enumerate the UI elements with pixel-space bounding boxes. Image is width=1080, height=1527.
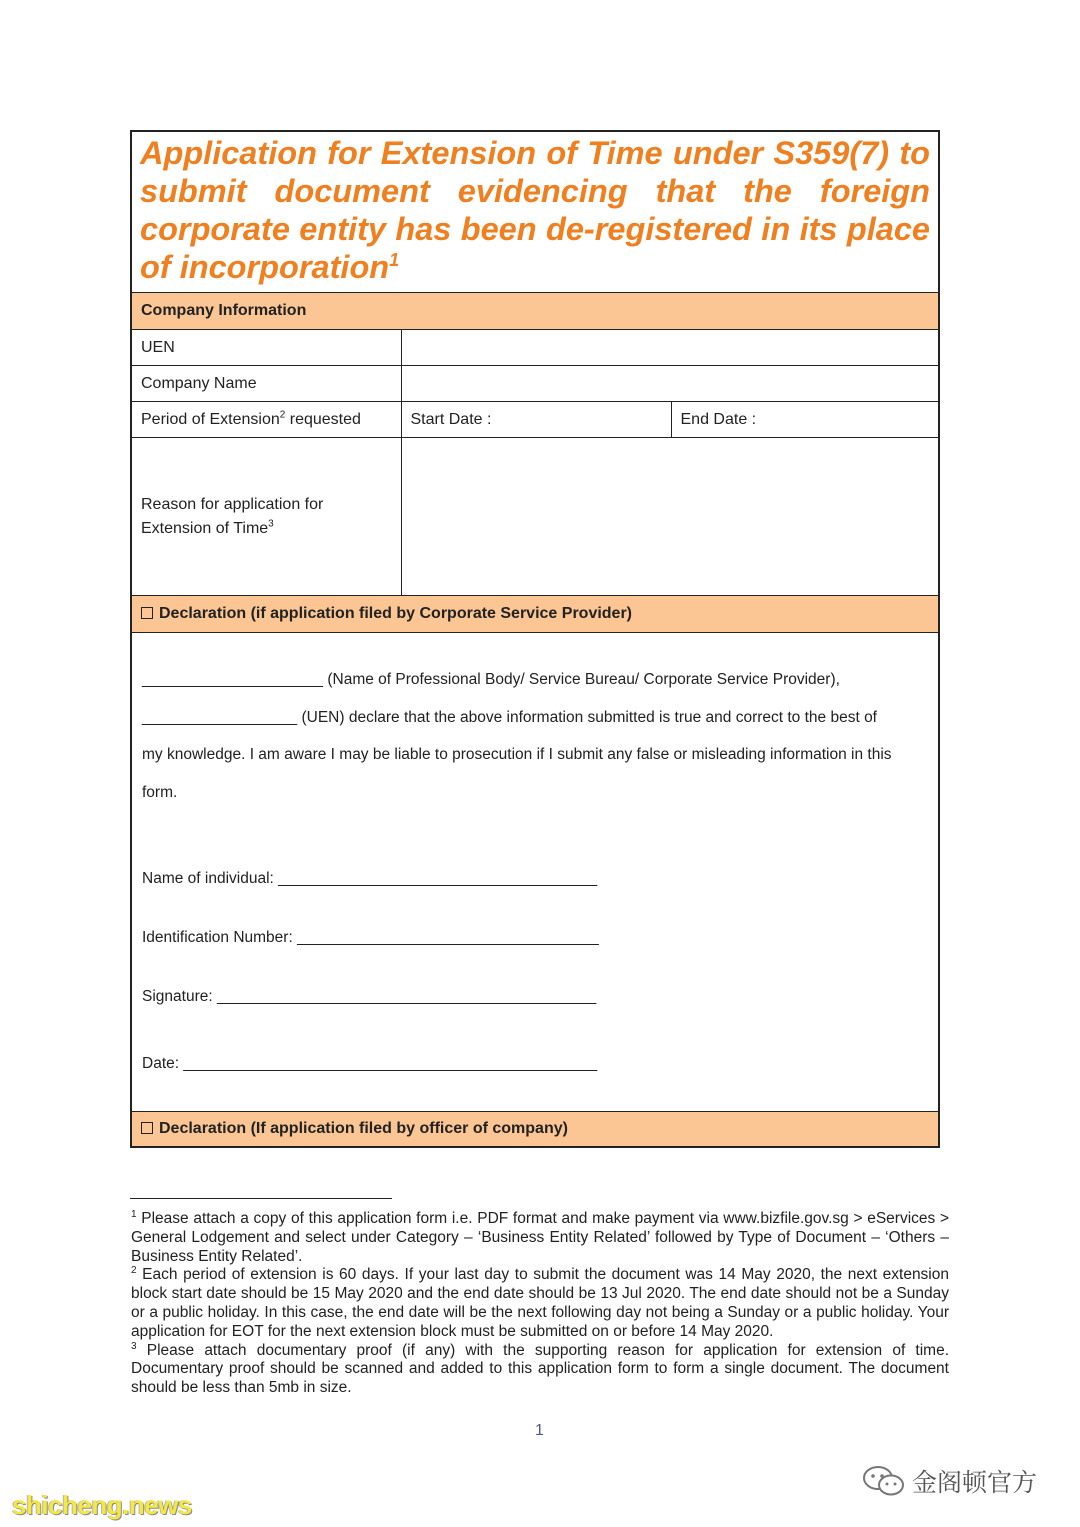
declaration-officer-checkbox[interactable] <box>141 1122 153 1134</box>
declaration-csp-header: Declaration (if application filed by Corporate Service Provider) <box>131 596 939 633</box>
declaration-line-2: __________________ (UEN) declare that the above information submitted is true and correct to the best of <box>142 709 877 726</box>
wechat-watermark <box>862 1463 1037 1499</box>
declaration-line-3: my knowledge. I am aware I may be liable to prosecution if I submit any false or misleading information in this <box>142 746 892 763</box>
application-form-table <box>130 130 940 1148</box>
declaration-line-4: form. <box>142 784 178 801</box>
wechat-icon <box>862 1464 906 1498</box>
professional-body-blank[interactable]: _____________________ <box>142 671 324 688</box>
date-field[interactable]: Date: ________________________________________________ <box>142 1055 598 1072</box>
form-title: Application for Extension of Time under S359(7) to submit document evidencing that the foreign corporate entity has been de-registered in its place of incorporation$^1$ <box>140 135 931 285</box>
uen-blank[interactable]: __________________ <box>142 709 298 726</box>
company-name-field[interactable] <box>401 366 939 402</box>
footnote-2: $^2$ Each period of extension is 60 days. If your last day to submit the document was 14 May 2020, the next extension block start date should be 15 May 2020 and the end date should be 13 Jul 2020. The end date should not be a Sunday or a public holiday. In this case, the end date will be the next following day not being a Sunday or a public holiday. Your application for EOT for the next extension block must be submitted on or before 14 May 2020. <box>131 1265 949 1340</box>
end-date-field[interactable]: End Date : <box>671 402 939 438</box>
start-date-field[interactable]: Start Date : <box>401 402 671 438</box>
reason-field[interactable] <box>401 438 939 596</box>
name-of-individual-field[interactable]: Name of individual: _____________________________________ <box>142 870 598 887</box>
page-number: 1 <box>535 1422 544 1439</box>
uen-label: UEN <box>131 330 401 366</box>
title-cell <box>131 131 939 293</box>
footnotes <box>131 1210 949 1398</box>
declaration-csp-checkbox[interactable] <box>141 607 153 619</box>
footnote-separator <box>130 1198 392 1199</box>
signature-field[interactable]: Signature: ____________________________________________ <box>142 988 597 1005</box>
uen-field[interactable] <box>401 330 939 366</box>
wechat-account-name: 金阁顿官方 <box>912 1469 1038 1497</box>
site-watermark: shicheng.news <box>12 1490 192 1520</box>
period-label: Period of Extension$^2$ requested <box>131 402 401 438</box>
reason-label: Reason for application for Extension of Time$^3$ <box>131 438 401 596</box>
footnote-3: $^3$ Please attach documentary proof (if any) with the supporting reason for application for extension of time. Documentary proof should be scanned and added to this application form to form a single document. The document should be less than 5mb in size. <box>131 1340 950 1397</box>
identification-number-field[interactable]: Identification Number: ___________________________________ <box>142 929 599 946</box>
footnote-1: $^1$ Please attach a copy of this application form i.e. PDF format and make payment via www.bizfile.gov.sg > eServices > General Lodgement and select under Category – ‘Business Entity Related’ followed by Type of Document – ‘Others – Business Entity Related’. <box>131 1208 949 1265</box>
company-info-header: Company Information <box>131 293 939 330</box>
declaration-csp-body <box>131 633 939 1112</box>
declaration-line-1: _____________________ (Name of Professional Body/ Service Bureau/ Corporate Service Provider), <box>142 671 840 688</box>
declaration-officer-header: Declaration (If application filed by officer of company) <box>131 1112 939 1148</box>
company-name-label: Company Name <box>131 366 401 402</box>
